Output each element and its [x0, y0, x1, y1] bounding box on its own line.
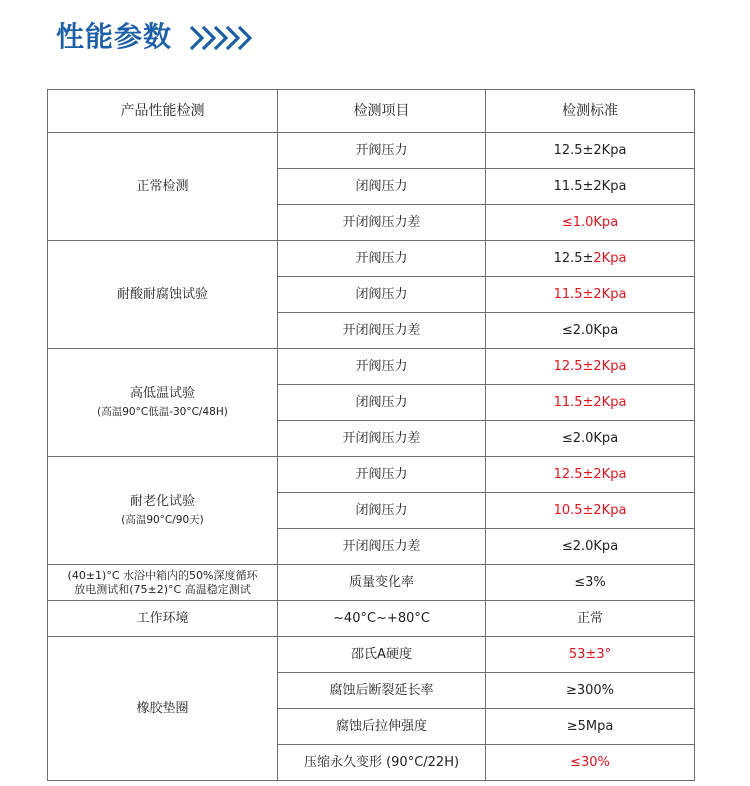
- chevron-arrows-icon: [189, 24, 259, 52]
- category-cell: 工作环境: [48, 601, 278, 637]
- standard-cell: 12.5±2Kpa: [486, 457, 695, 493]
- standard-cell: ≥5Mpa: [486, 709, 695, 745]
- category-label: 耐老化试验: [129, 494, 195, 509]
- standard-cell: ≤1.0Kpa: [486, 205, 695, 241]
- standard-cell: ≤2.0Kpa: [486, 529, 695, 565]
- standard-cell: 11.5±2Kpa: [486, 385, 695, 421]
- item-cell: 开阀压力: [278, 349, 486, 385]
- standard-cell: 53±3°: [486, 637, 695, 673]
- table-row: [48, 133, 695, 169]
- standard-cell: 12.5±2Kpa: [486, 241, 695, 277]
- category-cell: 正常检测: [48, 133, 278, 241]
- standard-cell: ≤2.0Kpa: [486, 313, 695, 349]
- standard-cell: 正常: [486, 601, 695, 637]
- standard-cell: 12.5±2Kpa: [486, 133, 695, 169]
- item-cell: 闭阀压力: [278, 493, 486, 529]
- header-item: 检测项目: [278, 90, 486, 133]
- category-cell: 耐酸耐腐蚀试验: [48, 241, 278, 349]
- standard-cell: ≥300%: [486, 673, 695, 709]
- item-cell: 开闭阀压力差: [278, 529, 486, 565]
- item-cell: ~40°C~+80°C: [278, 601, 486, 637]
- category-note: (高温90°C低温-30°C/48H): [97, 406, 228, 418]
- category-line: 放电测试和(75±2)°C 高温稳定测试: [74, 582, 251, 596]
- standard-cell: 12.5±2Kpa: [486, 349, 695, 385]
- item-cell: 闭阀压力: [278, 385, 486, 421]
- category-line: (40±1)°C 水浴中箱内的50%深度循环: [67, 568, 258, 582]
- table-row: [48, 349, 695, 385]
- item-cell: 邵氏A硬度: [278, 637, 486, 673]
- page-title: 性能参数: [56, 20, 173, 53]
- standard-cell: ≤2.0Kpa: [486, 421, 695, 457]
- standard-cell: ≤3%: [486, 565, 695, 601]
- category-cell: [48, 457, 278, 565]
- standard-cell: 11.5±2Kpa: [486, 277, 695, 313]
- table-row: [48, 457, 695, 493]
- item-cell: 开阀压力: [278, 133, 486, 169]
- standard-cell: 11.5±2Kpa: [486, 169, 695, 205]
- item-cell: 开阀压力: [278, 457, 486, 493]
- performance-spec-table: [47, 89, 695, 781]
- category-cell: [48, 565, 278, 601]
- category-note: (高温90°C/90天): [121, 514, 204, 526]
- item-cell: 开闭阀压力差: [278, 313, 486, 349]
- table-row: [48, 241, 695, 277]
- item-cell: 开阀压力: [278, 241, 486, 277]
- table-row: [48, 601, 695, 637]
- category-cell: 橡胶垫圈: [48, 637, 278, 781]
- item-cell: 开闭阀压力差: [278, 421, 486, 457]
- item-cell: 压缩永久变形 (90°C/22H): [278, 745, 486, 781]
- standard-cell: 10.5±2Kpa: [486, 493, 695, 529]
- header-standard: 检测标准: [486, 90, 695, 133]
- item-cell: 质量变化率: [278, 565, 486, 601]
- item-cell: 开闭阀压力差: [278, 205, 486, 241]
- table-row: [48, 637, 695, 673]
- category-cell: [48, 349, 278, 457]
- item-cell: 腐蚀后断裂延长率: [278, 673, 486, 709]
- table-row: [48, 565, 695, 601]
- item-cell: 闭阀压力: [278, 277, 486, 313]
- item-cell: 腐蚀后拉伸强度: [278, 709, 486, 745]
- category-label: 高低温试验: [129, 386, 195, 401]
- header-category: 产品性能检测: [48, 90, 278, 133]
- table-header-row: [48, 90, 695, 133]
- standard-cell: ≤30%: [486, 745, 695, 781]
- item-cell: 闭阀压力: [278, 169, 486, 205]
